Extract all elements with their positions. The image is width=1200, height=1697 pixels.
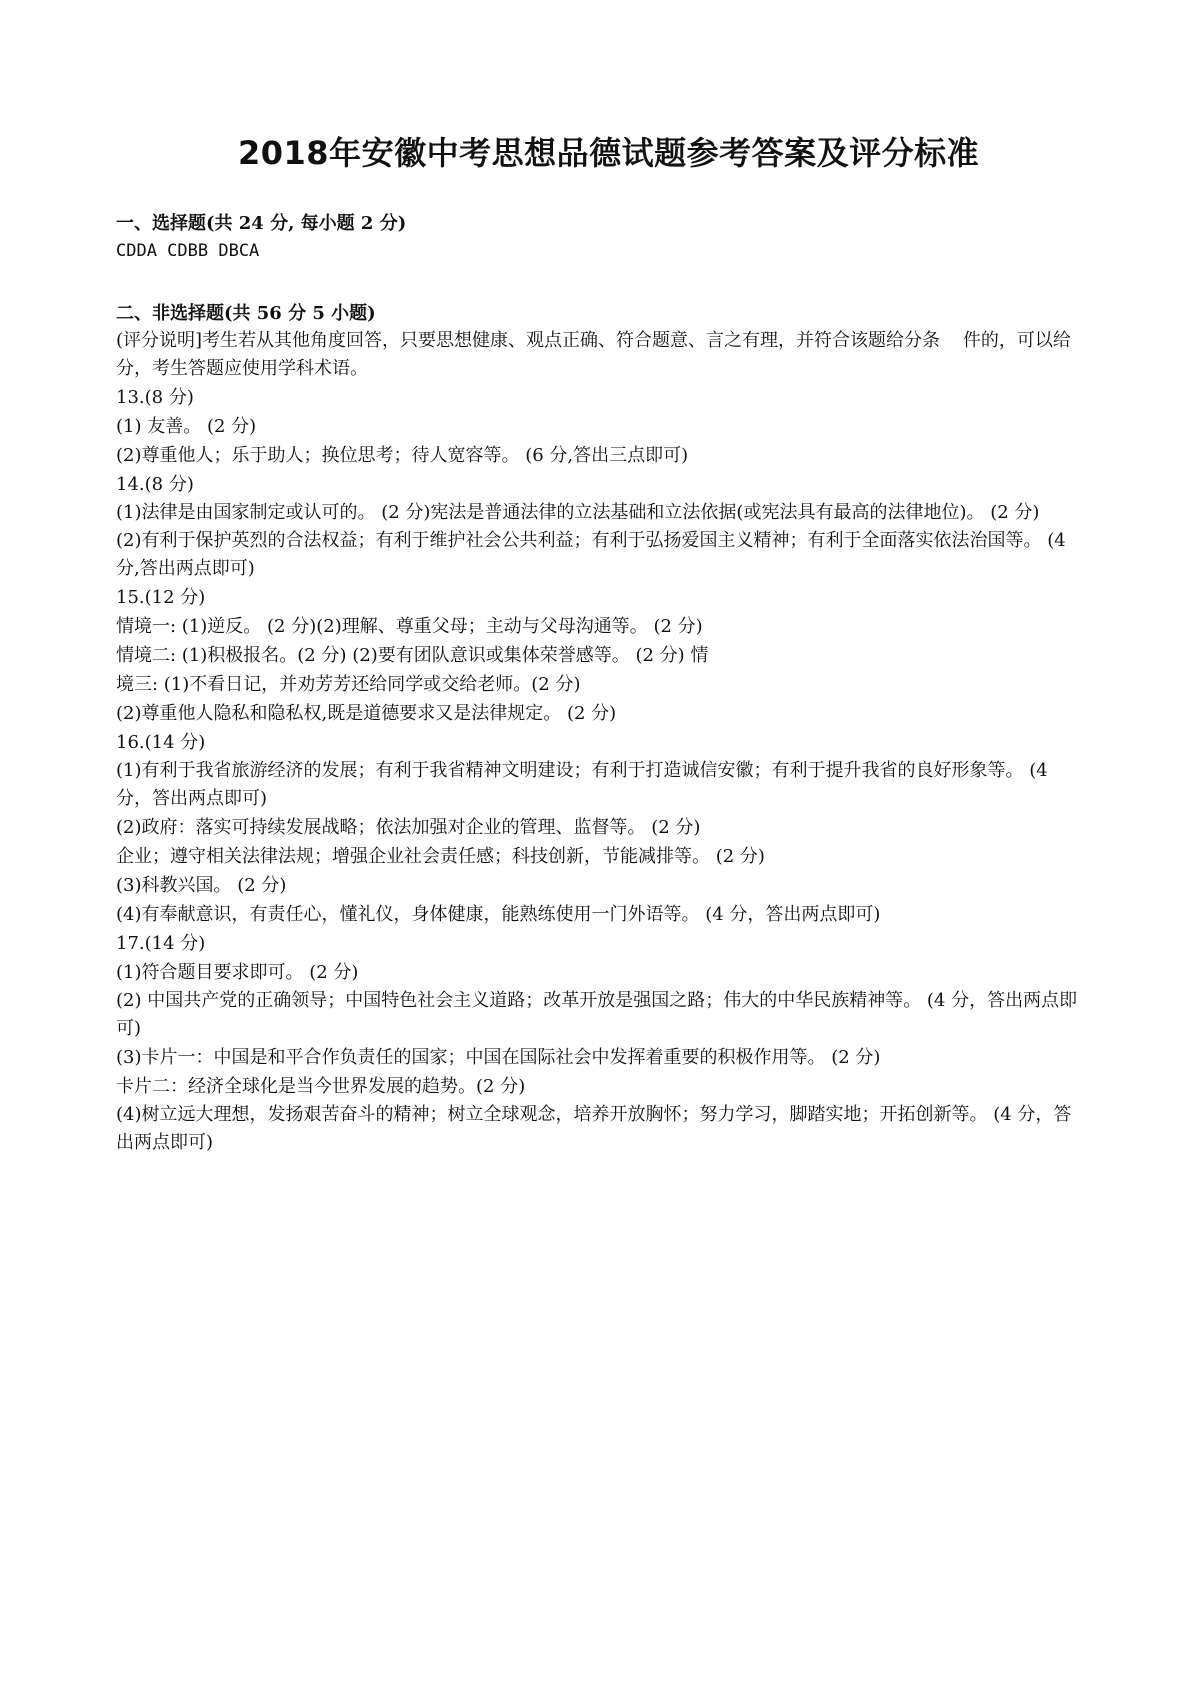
answer-line: (2)尊重他人隐私和隐私权,既是道德要求又是法律规定。 (2 分) xyxy=(116,703,617,724)
answer-line: (2)政府：落实可持续发展战略；依法加强对企业的管理、监督等。 (2 分) xyxy=(116,817,701,838)
question-15-heading: 15.(12 分) xyxy=(116,587,206,608)
answer-line: 情境二: (1)积极报名。(2 分) (2)要有团队意识或集体荣誉感等。 (2 分) 情 xyxy=(116,645,709,666)
answer-line: (4)有奉献意识，有责任心，懂礼仪，身体健康，能熟练使用一门外语等。 (4 分，答出两点即可) xyxy=(116,904,881,925)
question-16-heading: 16.(14 分) xyxy=(116,732,206,753)
answer-line: 情境一: (1)逆反。 (2 分)(2)理解、尊重父母；主动与父母沟通等。 (2 分) xyxy=(116,616,703,637)
answer-line: (2)尊重他人；乐于助人；换位思考；待人宽容等。 (6 分,答出三点即可) xyxy=(116,445,689,466)
answer-line: (1)有利于我省旅游经济的发展；有利于我省精神文明建设；有利于打造诚信安徽；有利于提升我省的良好形象等。 (4 分，答出两点即可) xyxy=(116,760,1054,809)
multiple-choice-answers: CDDA CDBB DBCA xyxy=(116,241,260,261)
question-14-heading: 14.(8 分) xyxy=(116,474,194,495)
section-spacer xyxy=(116,266,1086,300)
grading-note: (评分说明]考生若从其他角度回答，只要思想健康、观点正确、符合题意、言之有理，并符合该题给分条 件的，可以给分，考生答题应使用学科术语。 xyxy=(116,330,1071,379)
answer-line: 企业；遵守相关法律法规；增强企业社会责任感；科技创新，节能减排等。 (2 分) xyxy=(116,846,765,867)
answer-line: (1)法律是由国家制定或认可的。 (2 分)宪法是普通法律的立法基础和立法依据(或宪法具有最高的法律地位)。 (2 分) xyxy=(116,502,1040,523)
question-13-heading: 13.(8 分) xyxy=(116,387,194,408)
answer-line: (3)科教兴国。 (2 分) xyxy=(116,875,287,896)
answer-line: 境三: (1)不看日记，并劝芳芳还给同学或交给老师。(2 分) xyxy=(116,674,581,695)
answer-line: (1)符合题目要求即可。 (2 分) xyxy=(116,962,359,983)
answer-line: (1) 友善。 (2 分) xyxy=(116,416,257,437)
answer-line: (3)卡片一：中国是和平合作负责任的国家；中国在国际社会中发挥着重要的积极作用等。 (2 分) xyxy=(116,1047,881,1068)
document-body xyxy=(116,210,1086,1157)
section-1-heading: 一、选择题(共 24 分, 每小题 2 分) xyxy=(116,213,407,234)
question-17-heading: 17.(14 分) xyxy=(116,933,206,954)
answer-line: 卡片二：经济全球化是当今世界发展的趋势。(2 分) xyxy=(116,1076,526,1097)
answer-line: (2)有利于保护英烈的合法权益；有利于维护社会公共利益；有利于弘扬爱国主义精神；有利于全面落实依法治国等。 (4 分,答出两点即可) xyxy=(116,530,1072,579)
answer-line: (4)树立远大理想，发扬艰苦奋斗的精神；树立全球观念，培养开放胸怀；努力学习，脚踏实地；开拓创新等。 (4 分，答出两点即可) xyxy=(116,1104,1072,1153)
document-title: 2018年安徽中考思想品德试题参考答案及评分标准 xyxy=(238,134,980,172)
section-2-heading: 二、非选择题(共 56 分 5 小题) xyxy=(116,303,376,324)
answer-line: (2) 中国共产党的正确领导；中国特色社会主义道路；改革开放是强国之路；伟大的中华民族精神等。 (4 分，答出两点即可) xyxy=(116,990,1078,1039)
